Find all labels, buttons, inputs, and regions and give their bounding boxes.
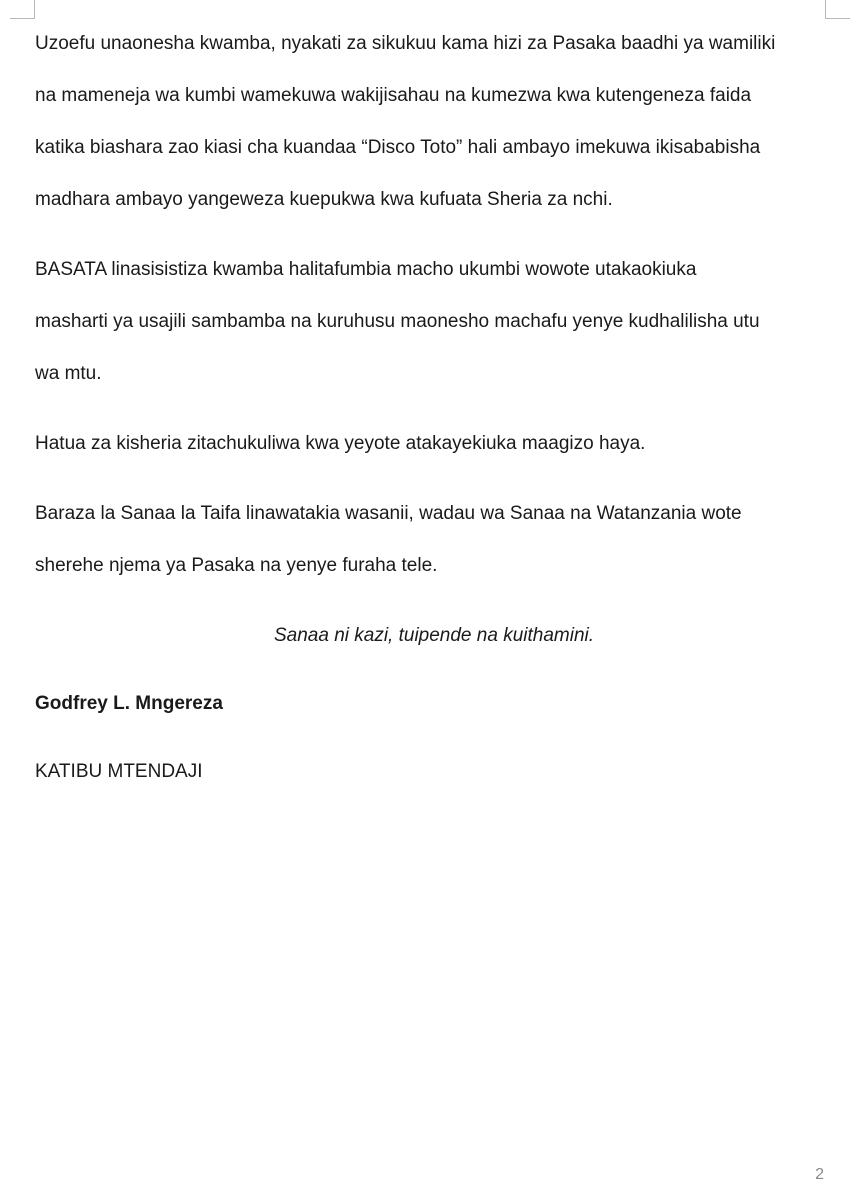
paragraph-line: BASATA linasisistiza kwamba halitafumbia macho ukumbi wowote utakaokiuka xyxy=(35,259,697,280)
paragraph-line: katika biashara zao kiasi cha kuandaa “Disco Toto” hali ambayo imekuwa ikisababisha xyxy=(35,137,761,158)
paragraph-line: Hatua za kisheria zitachukuliwa kwa yeyote atakayekiuka maagizo haya. xyxy=(35,433,646,454)
paragraph-easter-wishes xyxy=(35,488,823,592)
paragraph-experience xyxy=(35,18,823,226)
crop-mark-top-left xyxy=(10,0,35,19)
paragraph-line: na mameneja wa kumbi wamekuwa wakijisahau na kumezwa kwa kutengeneza faida xyxy=(35,85,752,106)
crop-mark-top-right xyxy=(825,0,850,19)
page-number: 2 xyxy=(815,1166,824,1183)
paragraph-line: madhara ambayo yangeweza kuepukwa kwa kufuata Sheria za nchi. xyxy=(35,189,613,210)
paragraph-line: Baraza la Sanaa la Taifa linawatakia wasanii, wadau wa Sanaa na Watanzania wote xyxy=(35,503,742,524)
paragraph-line: wa mtu. xyxy=(35,363,102,384)
signatory-name: Godfrey L. Mngereza xyxy=(35,693,223,714)
motto: Sanaa ni kazi, tuipende na kuithamini. xyxy=(273,625,595,646)
paragraph-line: masharti ya usajili sambamba na kuruhusu maonesho machafu yenye kudhalilisha utu xyxy=(35,311,760,332)
paragraph-legal-action xyxy=(35,418,823,470)
paragraph-line: sherehe njema ya Pasaka na yenye furaha tele. xyxy=(35,555,438,576)
paragraph-basata-warning xyxy=(35,244,823,400)
signatory-title: KATIBU MTENDAJI xyxy=(35,761,203,782)
page-content xyxy=(35,18,823,798)
paragraph-line: Uzoefu unaonesha kwamba, nyakati za sikukuu kama hizi za Pasaka baadhi ya wamiliki xyxy=(35,33,776,54)
